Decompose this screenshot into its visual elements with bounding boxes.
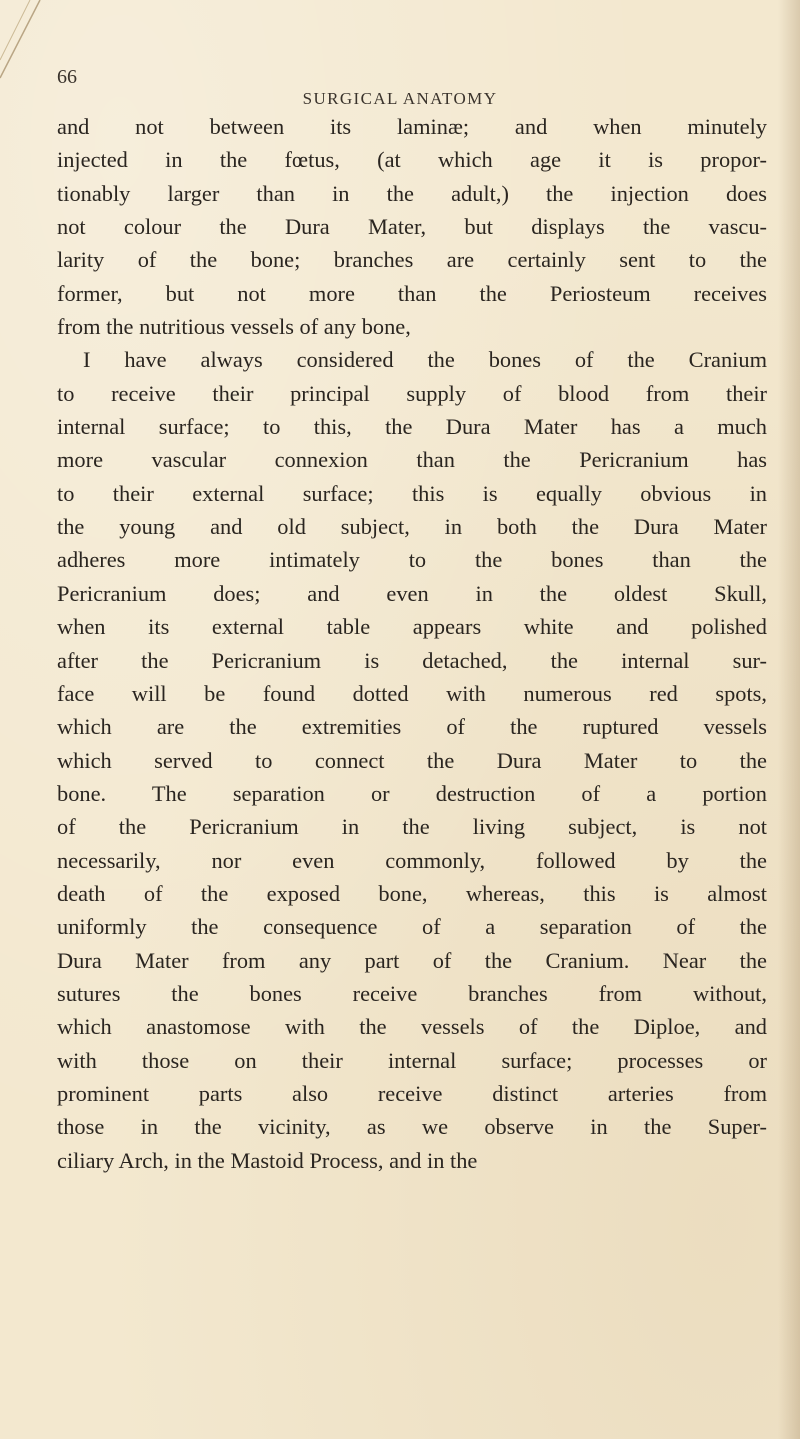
text-line: I have always considered the bones of the Cranium: [83, 347, 767, 373]
text-line: to their external surface; this is equally obvious in: [57, 480, 767, 506]
text-line: not colour the Dura Mater, but displays the vascu-: [57, 214, 767, 240]
text-line: prominent parts also receive distinct arteries from: [57, 1080, 767, 1106]
text-line: injected in the fœtus, (at which age it is propor-: [57, 147, 767, 173]
text-line: face will be found dotted with numerous red spots,: [57, 680, 767, 706]
text-line: ciliary Arch, in the Mastoid Process, and in the: [57, 1147, 478, 1173]
text-line: necessarily, nor even commonly, followed by the: [57, 847, 767, 873]
text-line: adheres more intimately to the bones than the: [57, 547, 767, 573]
text-line: sutures the bones receive branches from without,: [57, 980, 767, 1006]
text-line: from the nutritious vessels of any bone,: [57, 314, 411, 340]
text-line: death of the exposed bone, whereas, this is almost: [57, 880, 767, 906]
text-line: to receive their principal supply of blood from their: [57, 380, 767, 406]
running-head: SURGICAL ANATOMY: [302, 89, 498, 108]
page-number: 66: [57, 66, 77, 88]
text-line: bone. The separation or destruction of a portion: [57, 780, 767, 806]
page-edge-shadow: [778, 0, 800, 1439]
text-line: former, but not more than the Periosteum receives: [57, 280, 767, 306]
text-line: of the Pericranium in the living subject, is not: [57, 814, 767, 840]
text-line: Pericranium does; and even in the oldest Skull,: [57, 580, 767, 606]
text-line: more vascular connexion than the Pericranium has: [57, 447, 767, 473]
text-line: Dura Mater from any part of the Cranium. Near the: [57, 947, 767, 973]
text-line: internal surface; to this, the Dura Mater has a much: [57, 414, 767, 440]
text-line: which served to connect the Dura Mater to the: [57, 747, 767, 773]
text-line: which anastomose with the vessels of the Diploe, and: [57, 1014, 767, 1040]
text-line: larity of the bone; branches are certainly sent to the: [57, 247, 767, 273]
text-line: tionably larger than in the adult,) the injection does: [57, 180, 767, 206]
text-line: when its external table appears white and polished: [57, 614, 767, 640]
text-line: and not between its laminæ; and when minutely: [57, 114, 767, 139]
text-line: which are the extremities of the ruptured vessels: [57, 714, 767, 740]
text-line: those in the vicinity, as we observe in the Super-: [57, 1114, 767, 1140]
text-line: after the Pericranium is detached, the internal sur-: [57, 647, 767, 673]
text-line: uniformly the consequence of a separation of the: [57, 914, 767, 940]
text-line: with those on their internal surface; processes or: [57, 1047, 767, 1073]
text-line: the young and old subject, in both the Dura Mater: [57, 514, 767, 540]
body-text: [57, 110, 767, 1177]
